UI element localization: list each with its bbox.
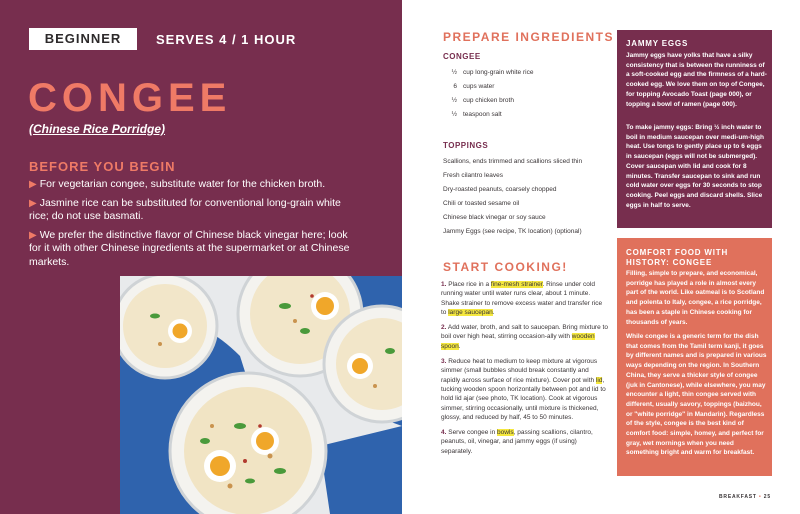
- comfort-food-intro: Filling, simple to prepare, and economical, porridge has played a role in almost every part of the world. Like oatmeal is to Scotland and polenta to Italy, congee, a rice porridge, has been a staple in Chinese cooking for thousands of years.: [626, 270, 765, 326]
- comfort-food-box: [617, 238, 772, 476]
- ingredient-qty: ½: [451, 69, 457, 76]
- step-text: . Rinse under cold running water until water runs clear, about 1 minute. Shake strainer to remove excess water and transfer rice to: [441, 281, 603, 316]
- recipe-subtitle: (Chinese Rice Porridge): [29, 122, 166, 136]
- congee-subheading: CONGEE: [443, 52, 481, 61]
- step-text: Reduce heat to medium to keep mixture at vigorous simmer (small bubbles should break constantly and rapidly across surface of rice mixture). Cover pot with: [441, 358, 598, 384]
- ingredient-qty: ½: [451, 111, 457, 118]
- footer-dot: •: [758, 494, 762, 500]
- step-text: Place rice in a: [448, 281, 491, 288]
- jammy-eggs-method: To make jammy eggs: Bring ½ inch water to boil in medium saucepan over medi-um-high heat. Use tongs to gently place up to 6 eggs in saucepan (eggs will not be submerged). Cover saucepan with lid and cook for 8 minutes. Transfer saucepan to sink and run cold water over eggs for 30 seconds to stop cooking. Peel eggs and discard shells. Slice eggs in half to serve.: [626, 124, 764, 209]
- ingredient-qty: ½: [451, 97, 457, 104]
- topping-item: Chinese black vinegar or soy sauce: [443, 214, 546, 221]
- ingredient-qty: 6: [453, 83, 457, 90]
- tip-text: Jasmine rice can be substituted for conventional long-grain white rice; do not use basmati.: [29, 196, 341, 222]
- tip-item: [29, 229, 359, 270]
- photo-illustration: [120, 276, 402, 514]
- equipment-highlight: fine-mesh strainer: [490, 281, 543, 288]
- tip-item: [29, 197, 359, 224]
- tip-item: [29, 178, 359, 192]
- page-footer: [719, 493, 771, 501]
- ingredient-text: teaspoon salt: [463, 111, 502, 118]
- congee-bowls-photo: [120, 276, 402, 514]
- step-text: .: [492, 308, 495, 316]
- ingredient-item: [443, 66, 593, 80]
- ingredient-text: cup long-grain white rice: [463, 69, 534, 76]
- prepare-ingredients-heading: PREPARE INGREDIENTS: [443, 30, 614, 44]
- topping-item: Chili or toasted sesame oil: [443, 200, 520, 207]
- tip-text: We prefer the distinctive flavor of Chinese black vinegar here; look for it with other Chinese ingredients at the supermarket or at Chinese markets.: [29, 228, 350, 268]
- step-item: [441, 357, 609, 422]
- topping-item: Dry-roasted peanuts, coarsely chopped: [443, 186, 557, 193]
- ingredient-text: cup chicken broth: [463, 97, 514, 104]
- topping-item: Fresh cilantro leaves: [443, 172, 503, 179]
- start-cooking-heading: START COOKING!: [443, 260, 568, 274]
- step-text: .: [458, 342, 461, 350]
- equipment-highlight: wooden spoon: [441, 333, 595, 350]
- level-badge: BEGINNER: [29, 28, 137, 50]
- before-you-begin-heading: BEFORE YOU BEGIN: [29, 159, 176, 174]
- equipment-highlight: lid: [595, 376, 603, 384]
- step-item: [441, 280, 609, 317]
- arrow-icon: ▶: [29, 179, 37, 190]
- recipe-title: CONGEE: [28, 76, 232, 120]
- jammy-eggs-title: JAMMY EGGS: [626, 39, 689, 48]
- equipment-highlight: large saucepan: [448, 308, 493, 316]
- step-item: [441, 428, 609, 456]
- arrow-icon: ▶: [29, 229, 37, 241]
- tip-text: For vegetarian congee, substitute water for the chicken broth.: [39, 178, 326, 190]
- ingredient-list: [443, 66, 593, 122]
- topping-item: Scallions, ends trimmed and scallions sliced thin: [443, 158, 583, 165]
- toppings-list: [443, 155, 611, 239]
- comfort-food-title: COMFORT FOOD WITH HISTORY: CONGEE: [626, 248, 729, 267]
- serves-info: SERVES 4 / 1 HOUR: [156, 32, 297, 47]
- ingredient-item: [443, 108, 593, 122]
- footer-section: BREAKFAST: [719, 494, 757, 500]
- ingredient-text: cups water: [463, 83, 495, 90]
- step-text: Serve congee in: [448, 429, 498, 437]
- step-number: 3.: [441, 358, 447, 366]
- ingredient-item: [443, 94, 593, 108]
- equipment-highlight: bowls: [497, 429, 514, 437]
- step-number: 4.: [441, 429, 447, 437]
- step-number: 1.: [441, 281, 447, 288]
- ingredient-item: [443, 80, 593, 94]
- step-text: Add water, broth, and salt to saucepan. Bring mixture to boil over high heat, stirring occasion-ally with: [441, 324, 608, 341]
- page-number: 25: [763, 494, 771, 500]
- step-text: , passing scallions, cilantro, peanuts, oil, vinegar, and jammy eggs (if using) separately.: [441, 429, 593, 455]
- steps-list: [441, 280, 609, 462]
- jammy-eggs-intro: Jammy eggs have yolks that have a silky consistency that is between the runniness of a soft-cooked egg and the firmness of a hard-cooked egg. We love them on top of Congee, for topping Avocado Toast (page 000), or topping a bowl of ramen (page 000).: [626, 52, 767, 108]
- arrow-icon: ▶: [29, 197, 37, 209]
- toppings-subheading: TOPPINGS: [443, 141, 489, 150]
- topping-item: Jammy Eggs (see recipe, TK location) (optional): [443, 228, 582, 235]
- jammy-eggs-box: [617, 30, 772, 228]
- tips-list: [29, 178, 359, 274]
- step-text: , tucking wooden spoon horizontally between pot and lid to hold lid ajar (see photo, TK location). Cook at vigorous simmer, stirring occasionally, until mixture is thickened, glossy, and reduced by half, 45 to 50 minutes.: [441, 376, 606, 421]
- step-number: 2.: [441, 324, 447, 332]
- comfort-food-history: While congee is a generic term for the dish that comes from the Tamil term kanji, it goes by different names and is prepared in various ways depending on the region. In Southern China, they serve a thicker style of congee (juk in Cantonese), while elsewhere, you may encounter a light, thin congee served with different, usually savory, toppings (baizhou, or "white porridge" in Mandarin). Regardless of the style, congee is the best kind of comfort food: simple, homey, and perfect for gray, wet mornings when you need something bright and warm for breakfast.: [626, 333, 767, 457]
- step-item: [441, 323, 609, 351]
